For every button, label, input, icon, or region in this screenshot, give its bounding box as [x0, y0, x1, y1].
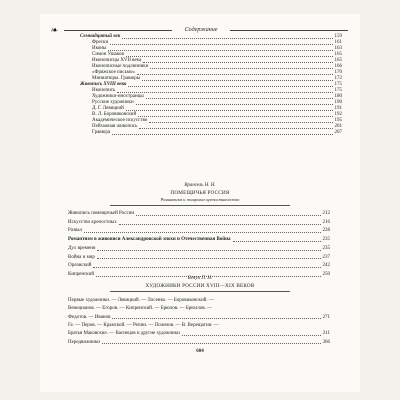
toc-s1-entry-title: Фрески — [92, 40, 109, 45]
toc-s1-entry-title: Академическое искусство — [92, 118, 148, 123]
toc-s1-entry-title: Живопись XVIII века — [80, 82, 127, 87]
toc-s1-entry-title: Миниатюры. Гравюры — [92, 76, 141, 81]
toc-s1-entry-title: Гравюра — [92, 130, 111, 135]
toc-s2-entry-title: Орловский — [68, 263, 92, 269]
toc-s2-entry-title: Война и мир — [68, 254, 95, 260]
toc-s2-entry-page: 235 — [322, 245, 330, 251]
toc-s2-entry-page: 228 — [322, 228, 330, 234]
running-head-rule-left — [64, 30, 172, 31]
toc-s1-entry-page: 159 — [334, 34, 342, 39]
toc-s2-entry-leader — [84, 232, 320, 233]
page-number: 604 — [196, 349, 204, 354]
toc-s3-entry — [68, 315, 330, 321]
toc-s2-entry-title: Романтизм в живописи Александровской эпохи и Отечественная Война — [68, 237, 231, 243]
running-head-rule-right — [230, 30, 348, 31]
toc-s2-entry-title: Искусство крепостных — [68, 219, 117, 225]
section-2-title: ПОМЕЩИЧЬЯ РОССИЯ — [170, 190, 230, 196]
toc-s1-entry-title: В. Л. Боровиковский — [92, 112, 137, 117]
toc-s1-entry-leader — [112, 134, 332, 135]
toc-s2-entry — [68, 228, 330, 234]
toc-s1-entry-page: 165 — [334, 52, 342, 57]
toc-s1-entry-page: 175 — [334, 88, 342, 93]
toc-s2-entry-title: Дух времени — [68, 245, 96, 251]
toc-s1-entry-leader — [126, 110, 333, 111]
toc-s1-entry-title: Иконопись — [92, 88, 116, 93]
toc-s2-entry-page: 235 — [322, 237, 330, 243]
toc-s1-entry-leader — [137, 74, 332, 75]
toc-s1-entry-title: Художники-иностранцы — [92, 94, 144, 99]
toc-s1-entry-title: Русские художники — [92, 100, 134, 105]
toc-s2-entry-page: 250 — [322, 271, 330, 277]
toc-s1-entry-title: «Фряжское письмо» — [92, 70, 136, 75]
toc-s3-entry — [68, 323, 330, 329]
toc-s3-entry-title: Федотов. — Иванов — [68, 314, 111, 320]
toc-s2-entry — [68, 246, 330, 252]
toc-s1-entry-page: 175 — [334, 82, 342, 87]
toc-s2-entry-leader — [93, 267, 320, 268]
toc-s1-entry-leader — [136, 104, 333, 105]
toc-s1-entry-leader — [108, 50, 332, 51]
toc-s3-entry-title: Братья Маковские. — Васнецов и другие художники — [68, 331, 180, 337]
toc-s1-entry-page: 165 — [334, 58, 342, 63]
toc-s1-entry-leader — [142, 80, 332, 81]
toc-s1-entry-page: 166 — [334, 64, 342, 69]
toc-s3-entry-page: 366 — [322, 339, 330, 345]
toc-s3-entry-page: 311 — [322, 331, 330, 337]
toc-s2-entry-page: 242 — [322, 263, 330, 269]
toc-s1-entry-title: Семнадцатый век — [80, 34, 121, 39]
toc-s3-entry-title: Венецианов. — Егоров. — Кипренский. — Брюлов. — Брюллов. — — [68, 306, 213, 312]
toc-s1-entry-leader — [149, 122, 332, 123]
toc-s1-entry-leader — [122, 38, 332, 39]
toc-s1-entry-title: Симон Ушаков — [92, 52, 124, 57]
toc-s1-entry-page: 161 — [334, 40, 342, 45]
section-2-subtitle: Романтизм и жанровое крепостничество — [160, 197, 240, 202]
toc-s1-entry-leader — [143, 62, 332, 63]
toc-s3-entry — [68, 298, 330, 304]
section-3-divider — [110, 291, 290, 292]
toc-s2-entry-leader — [136, 215, 320, 216]
toc-s3-entry — [68, 340, 330, 346]
toc-s1-entry-leader — [138, 116, 332, 117]
toc-s3-entry-leader — [182, 335, 321, 336]
toc-s2-entry — [68, 255, 330, 261]
section-2-divider — [110, 205, 290, 206]
toc-s2-entry-title: Живопись помещичьей России — [68, 211, 135, 216]
toc-s1-entry-title: Иконописцы XVII века — [92, 58, 142, 63]
toc-s1-entry-page: 191 — [334, 106, 342, 111]
toc-s3-entry-title: Передвижники — [68, 339, 100, 345]
section-3-title: ХУДОЖНИКИ РОССИИ XVIII—XIX ВЕКОВ — [145, 283, 255, 289]
toc-s1-entry-page: 207 — [334, 130, 342, 135]
toc-s1-entry-leader — [146, 98, 333, 99]
toc-s1-entry-page: 192 — [334, 112, 342, 117]
toc-s2-entry-leader — [97, 250, 320, 251]
toc-s1-entry-title: Пейзажная живопись — [92, 124, 138, 129]
toc-s1-entry-page: 201 — [334, 124, 342, 129]
toc-s1-entry-page: 172 — [334, 76, 342, 81]
toc-s2-entry — [68, 220, 330, 226]
toc-s1-entry-title: Д. Г. Левицкий — [92, 106, 124, 111]
toc-s3-entry-leader — [112, 318, 320, 319]
toc-s2-entry — [68, 237, 330, 243]
toc-s1-entry-leader — [139, 128, 332, 129]
toc-s3-entry — [68, 331, 330, 337]
toc-s2-entry — [68, 211, 330, 217]
toc-s2-entry-page: 216 — [322, 219, 330, 225]
toc-s1-entry-title: Иконы — [92, 46, 107, 51]
toc-s2-entry-title: Развал — [68, 228, 83, 234]
toc-s2-entry-leader — [233, 241, 321, 242]
toc-s2-entry-page: 237 — [322, 254, 330, 260]
toc-s1-entry-leader — [126, 56, 333, 57]
toc-s2-entry-page: 212 — [322, 211, 330, 216]
toc-s1-entry-page: 163 — [334, 46, 342, 51]
toc-s1-entry-leader — [110, 44, 332, 45]
toc-s1-entry-page: 190 — [334, 100, 342, 105]
toc-s1-entry-leader — [128, 86, 332, 87]
running-head-title: Содержание — [184, 27, 218, 33]
toc-s3-entry-title: Первые художники. — Левицкий. — Лосенко. — Боровиковский. — — [68, 298, 214, 303]
book-page — [40, 14, 360, 392]
ornament-icon: ❧ — [50, 25, 58, 35]
toc-s3-entry-page: 271 — [322, 314, 330, 320]
toc-s1-entry-page: 195 — [334, 118, 342, 123]
toc-s1-entry-title: Иконописные подлинники — [92, 64, 149, 69]
toc-s1-entry-leader — [150, 68, 332, 69]
toc-s3-entry-title: Ге. — Перов. — Крамской. — Репин. — Поленов. — В. Верещагин. — — [68, 322, 219, 328]
toc-s1-entry-page: 170 — [334, 70, 342, 75]
toc-s2-entry-leader — [119, 224, 321, 225]
section-2-author: Врангель Н. Н. — [184, 183, 216, 188]
toc-s3-entry-leader — [102, 343, 321, 344]
toc-s3-entry — [68, 306, 330, 312]
toc-s2-entry-title: Кипренский — [68, 271, 95, 277]
section-3-author: Бенуа П. Н. — [187, 276, 213, 281]
toc-s1-entry — [92, 130, 342, 136]
toc-s1-entry-leader — [117, 92, 332, 93]
toc-s1-entry-page: 180 — [334, 94, 342, 99]
toc-s2-entry — [68, 263, 330, 269]
toc-s2-entry-leader — [97, 258, 321, 259]
